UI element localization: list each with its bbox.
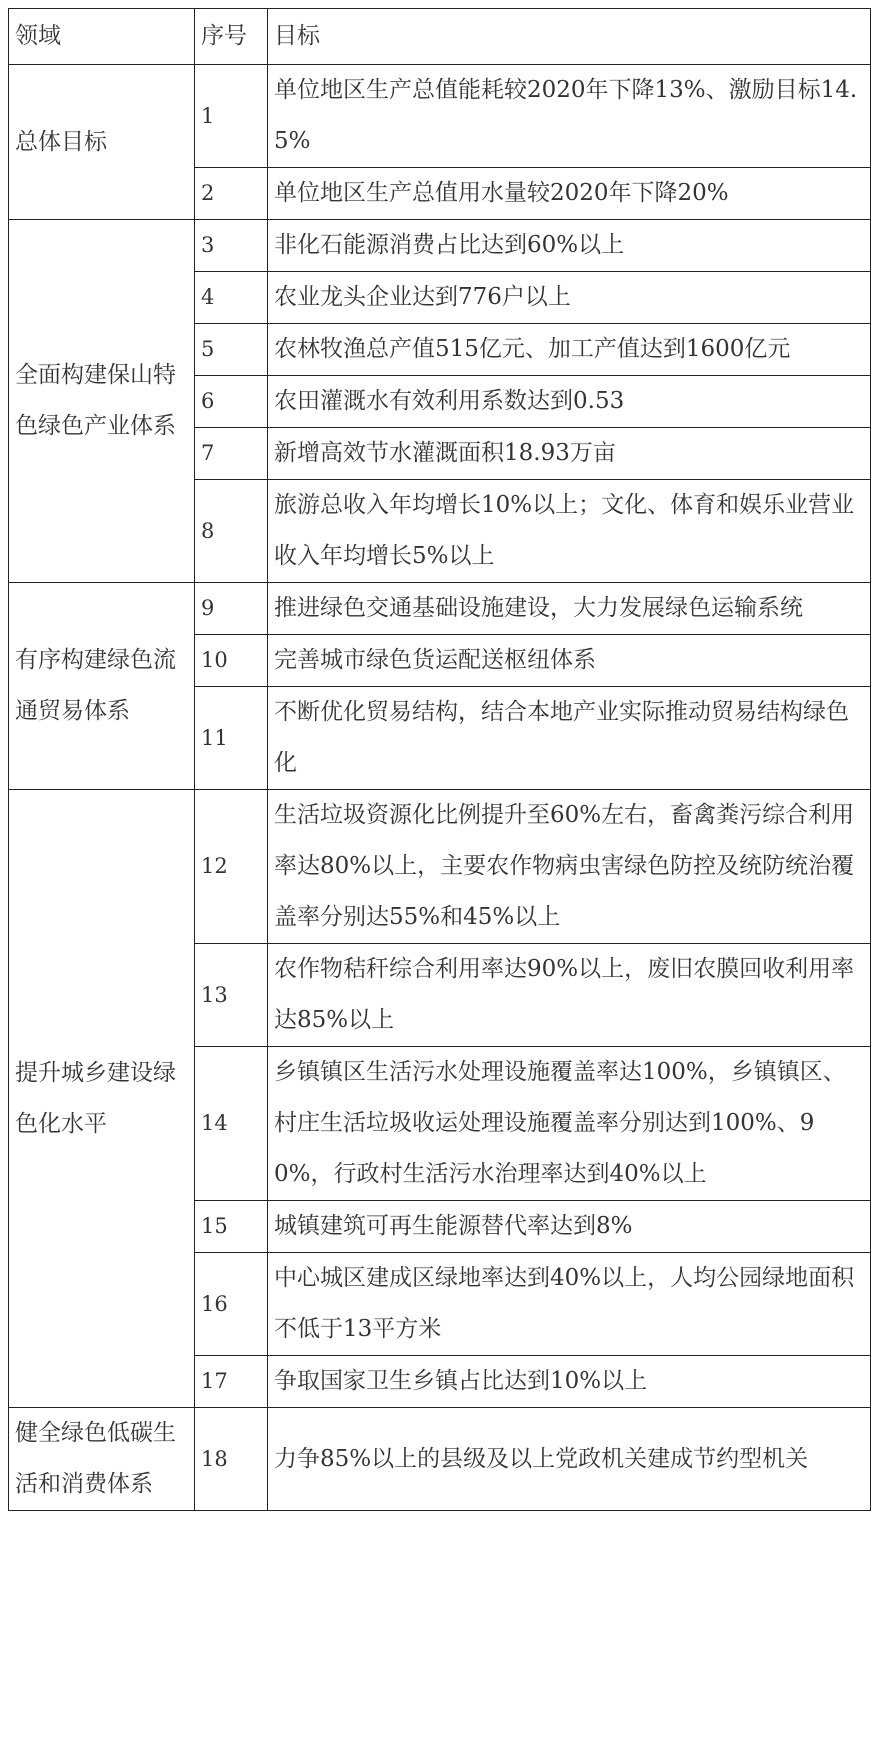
target-cell: 完善城市绿色货运配送枢纽体系	[268, 635, 871, 687]
table-header-row	[9, 9, 871, 65]
num-cell: 5	[195, 324, 268, 376]
target-cell: 新增高效节水灌溉面积18.93万亩	[268, 428, 871, 480]
target-cell: 农林牧渔总产值515亿元、加工产值达到1600亿元	[268, 324, 871, 376]
target-cell: 推进绿色交通基础设施建设，大力发展绿色运输系统	[268, 583, 871, 635]
target-cell: 农田灌溉水有效利用系数达到0.53	[268, 376, 871, 428]
target-cell: 农业龙头企业达到776户以上	[268, 272, 871, 324]
num-cell: 13	[195, 944, 268, 1047]
num-cell: 7	[195, 428, 268, 480]
target-cell: 非化石能源消费占比达到60%以上	[268, 220, 871, 272]
target-cell: 单位地区生产总值能耗较2020年下降13%、激励目标14.5%	[268, 65, 871, 168]
num-cell: 4	[195, 272, 268, 324]
num-cell: 14	[195, 1047, 268, 1201]
num-cell: 1	[195, 65, 268, 168]
target-cell: 中心城区建成区绿地率达到40%以上，人均公园绿地面积不低于13平方米	[268, 1253, 871, 1356]
num-cell: 9	[195, 583, 268, 635]
target-cell: 单位地区生产总值用水量较2020年下降20%	[268, 168, 871, 220]
target-cell: 争取国家卫生乡镇占比达到10%以上	[268, 1356, 871, 1408]
num-cell: 11	[195, 687, 268, 790]
header-num: 序号	[195, 9, 268, 65]
target-cell: 生活垃圾资源化比例提升至60%左右，畜禽粪污综合利用率达80%以上，主要农作物病虫害绿色防控及统防统治覆盖率分别达55%和45%以上	[268, 790, 871, 944]
domain-cell: 有序构建绿色流通贸易体系	[9, 583, 195, 790]
table-row	[9, 65, 871, 168]
table-row	[9, 1408, 871, 1511]
num-cell: 2	[195, 168, 268, 220]
table-row	[9, 583, 871, 635]
num-cell: 15	[195, 1201, 268, 1253]
targets-table	[8, 8, 871, 1511]
table-row	[9, 790, 871, 944]
targets-table-wrapper	[8, 8, 870, 1511]
header-domain: 领域	[9, 9, 195, 65]
domain-cell: 总体目标	[9, 65, 195, 220]
num-cell: 10	[195, 635, 268, 687]
header-target: 目标	[268, 9, 871, 65]
num-cell: 6	[195, 376, 268, 428]
target-cell: 旅游总收入年均增长10%以上；文化、体育和娱乐业营业收入年均增长5%以上	[268, 480, 871, 583]
target-cell: 力争85%以上的县级及以上党政机关建成节约型机关	[268, 1408, 871, 1511]
num-cell: 8	[195, 480, 268, 583]
num-cell: 16	[195, 1253, 268, 1356]
target-cell: 不断优化贸易结构，结合本地产业实际推动贸易结构绿色化	[268, 687, 871, 790]
table-row	[9, 220, 871, 272]
domain-cell: 健全绿色低碳生活和消费体系	[9, 1408, 195, 1511]
num-cell: 18	[195, 1408, 268, 1511]
target-cell: 城镇建筑可再生能源替代率达到8%	[268, 1201, 871, 1253]
target-cell: 农作物秸秆综合利用率达90%以上，废旧农膜回收利用率达85%以上	[268, 944, 871, 1047]
num-cell: 12	[195, 790, 268, 944]
num-cell: 3	[195, 220, 268, 272]
target-cell: 乡镇镇区生活污水处理设施覆盖率达100%，乡镇镇区、村庄生活垃圾收运处理设施覆盖率分别达到100%、90%，行政村生活污水治理率达到40%以上	[268, 1047, 871, 1201]
domain-cell: 全面构建保山特色绿色产业体系	[9, 220, 195, 583]
num-cell: 17	[195, 1356, 268, 1408]
domain-cell: 提升城乡建设绿色化水平	[9, 790, 195, 1408]
